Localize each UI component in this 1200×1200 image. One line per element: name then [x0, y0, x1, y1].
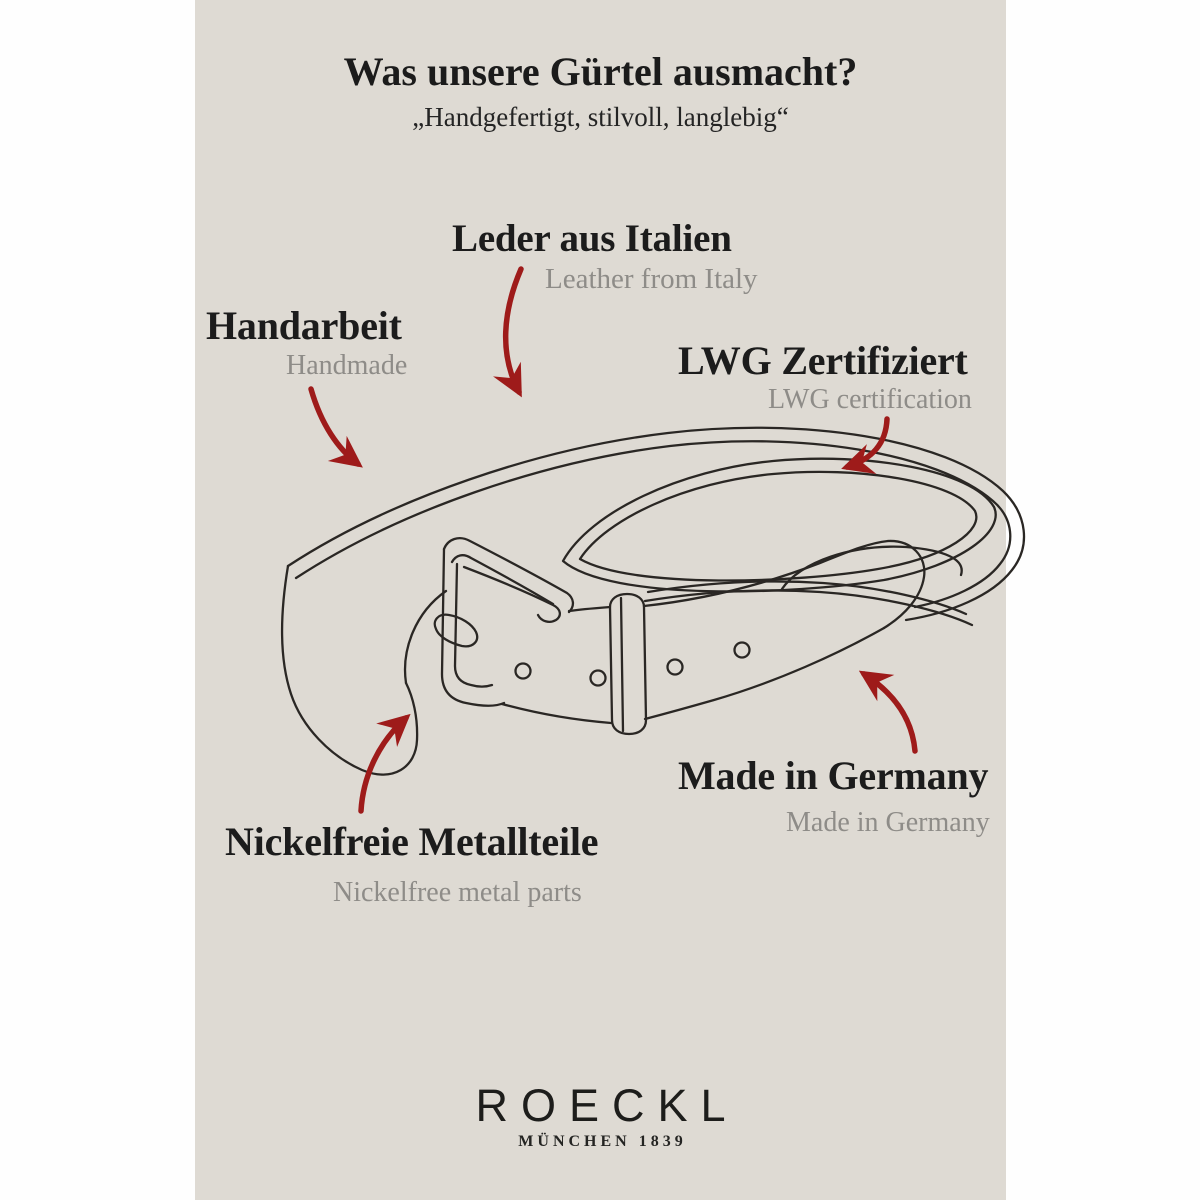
label-leder-en: Leather from Italy: [545, 263, 758, 295]
brand-logo: ROECKL: [475, 1080, 739, 1131]
label-leder-de: Leder aus Italien: [452, 217, 732, 260]
arrow-to-belt-germany: [864, 674, 915, 751]
arrow-to-belt-leder: [506, 269, 521, 392]
label-germany-en: Made in Germany: [786, 807, 990, 838]
label-nickelfrei-de: Nickelfreie Metallteile: [225, 819, 599, 864]
label-nickelfrei-en: Nickelfree metal parts: [333, 877, 582, 908]
label-handarbeit-en: Handmade: [286, 350, 408, 381]
label-lwg-en: LWG certification: [768, 384, 972, 415]
arrow-to-belt-handarbeit: [311, 389, 358, 464]
belt-line-art: [282, 428, 1024, 775]
label-germany-de: Made in Germany: [678, 753, 989, 798]
page-title: Was unsere Gürtel ausmacht?: [343, 49, 858, 94]
label-handarbeit-de: Handarbeit: [206, 303, 402, 348]
page-subtitle: „Handgefertigt, stilvoll, langlebig“: [412, 102, 789, 132]
brand-tagline: MÜNCHEN 1839: [518, 1133, 687, 1150]
arrow-to-belt-nickelfrei: [361, 718, 406, 811]
label-lwg-de: LWG Zertifiziert: [678, 338, 968, 383]
